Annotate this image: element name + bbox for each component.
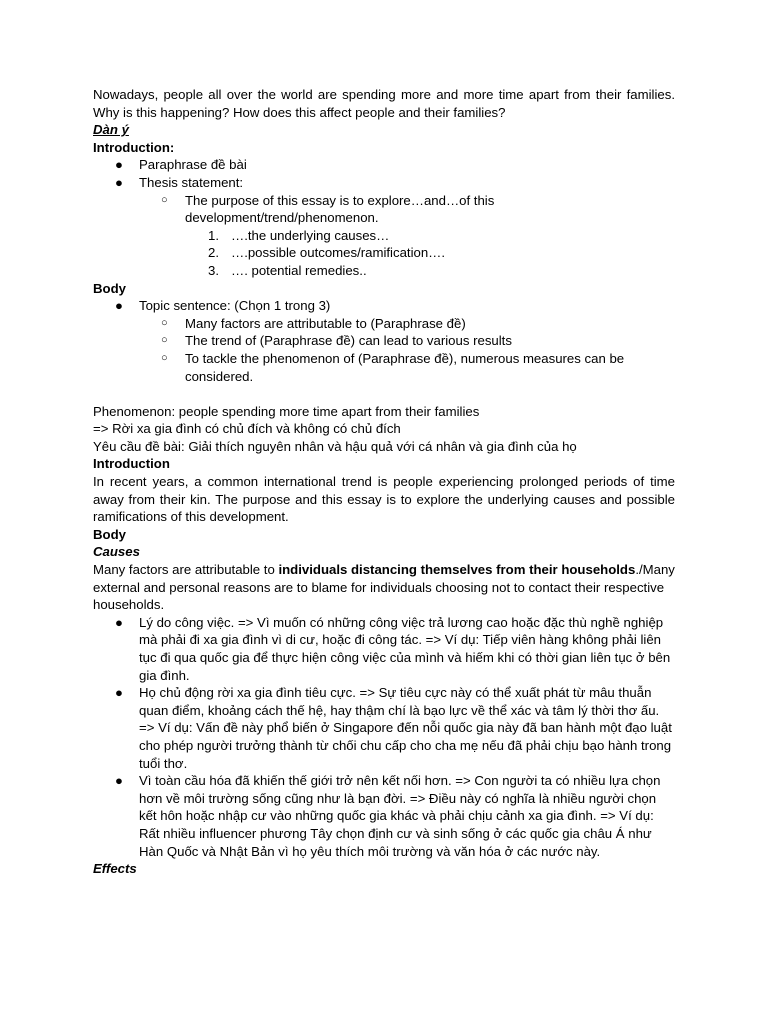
list-item: ● Lý do công việc. => Vì muốn có những công việc trả lương cao hoặc đặc thù nghề nghiệp mà phải đi xa gia đình vì di cư, hoặc đi công tác. => Ví dụ: Tiếp viên hàng không phải liên tục đi qua quốc gia để thực hiện công việc của mình và hiếm khi có thời gian liên tục ở bên gia đình.	[115, 614, 671, 683]
essay-intro-text: In recent years, a common international trend is people experiencing prolonged periods of time away from their kin. The purpose and this essay is to explore the underlying causes and possible ramifications of this development.	[93, 474, 675, 525]
effects-title: Effects	[93, 861, 137, 877]
bullet-icon: ●	[115, 157, 123, 173]
blank-line	[93, 385, 675, 403]
hollow-bullet-icon: ○	[161, 193, 168, 206]
list-item: ● Thesis statement:	[115, 174, 244, 190]
outline-body-title: Body	[93, 280, 126, 296]
causes-bold-phrase: individuals distancing themselves from their households	[278, 562, 636, 578]
causes-list	[93, 614, 675, 860]
bullet-icon: ●	[115, 298, 123, 314]
bullet-icon: ●	[115, 614, 123, 630]
list-item: 1. ….the underlying causes…	[208, 227, 390, 243]
bullet-icon: ●	[115, 773, 123, 789]
list-item: ○ Many factors are attributable to (Paraphrase đề)	[161, 315, 466, 331]
document-content	[93, 86, 675, 878]
list-item: ○ The trend of (Paraphrase đề) can lead to various results	[161, 333, 512, 349]
causes-paragraph: Many factors are attributable to individuals distancing themselves from their households./Many external and personal reasons are to blame for individuals choosing not to contact their respective households.	[93, 562, 675, 613]
arrow-line: => Rời xa gia đình có chủ đích và không có chủ đích	[93, 421, 401, 437]
hollow-bullet-icon: ○	[161, 334, 168, 347]
list-item: ● Vì toàn cầu hóa đã khiến thế giới trở nên kết nối hơn. => Con người ta có nhiều lựa chọn hơn về môi trường sống cũng như là bạn đời. => Điều này có nghĩa là nhiều người chọn kết hôn hoặc nhập cư vào những quốc gia khác và phải chịu cảnh xa gia đình. => Ví dụ: Rất nhiều influencer phương Tây chọn định cư và sinh sống ở các quốc gia châu Á như Hàn Quốc và Nhật Bản vì họ yêu thích môi trường và văn hóa ở các nước này.	[115, 773, 661, 859]
causes-title: Causes	[93, 544, 140, 560]
list-item: ○ The purpose of this essay is to explore…and…of this development/trend/phenomenon.	[161, 192, 495, 226]
requirement-line: Yêu cầu đề bài: Giải thích nguyên nhân và hậu quả với cá nhân và gia đình của họ	[93, 438, 577, 454]
essay-intro-title: Introduction	[93, 456, 170, 472]
hollow-bullet-icon: ○	[161, 351, 168, 364]
list-item: ● Topic sentence: (Chọn 1 trong 3)	[115, 298, 331, 314]
list-item: ○ To tackle the phenomenon of (Paraphrase đề), numerous measures can be considered.	[161, 350, 625, 384]
list-item: ● Paraphrase đề bài	[115, 157, 247, 173]
list-item: 2. ….possible outcomes/ramification….	[208, 245, 446, 261]
outline-heading: Dàn ý	[93, 122, 129, 138]
bullet-icon: ●	[115, 174, 123, 190]
essay-body-title: Body	[93, 526, 126, 542]
list-item: 3. …. potential remedies..	[208, 262, 367, 278]
outline-intro-list	[93, 156, 675, 279]
outline-body-list	[93, 297, 675, 385]
essay-prompt: Nowadays, people all over the world are spending more and more time apart from their families. Why is this happening? How does this affect people and their families?	[93, 87, 675, 120]
outline-intro-title: Introduction:	[93, 139, 175, 155]
phenomenon-line: Phenomenon: people spending more time apart from their families	[93, 403, 480, 419]
bullet-icon: ●	[115, 685, 123, 701]
list-item: ● Họ chủ động rời xa gia đình tiêu cực. => Sự tiêu cực này có thể xuất phát từ mâu thuẫn quan điểm, khoảng cách thế hệ, hay thậm chí là bạo lực về thể xác và tâm lý thời thơ ấu. => Ví dụ: Vấn đề này phổ biến ở Singapore đến nỗi quốc gia này đã ban hành một đạo luật cho phép người trưởng thành từ chối chu cấp cho cha mẹ nếu đã phải chịu bạo hành trong tuổi thơ.	[115, 685, 672, 771]
hollow-bullet-icon: ○	[161, 316, 168, 329]
